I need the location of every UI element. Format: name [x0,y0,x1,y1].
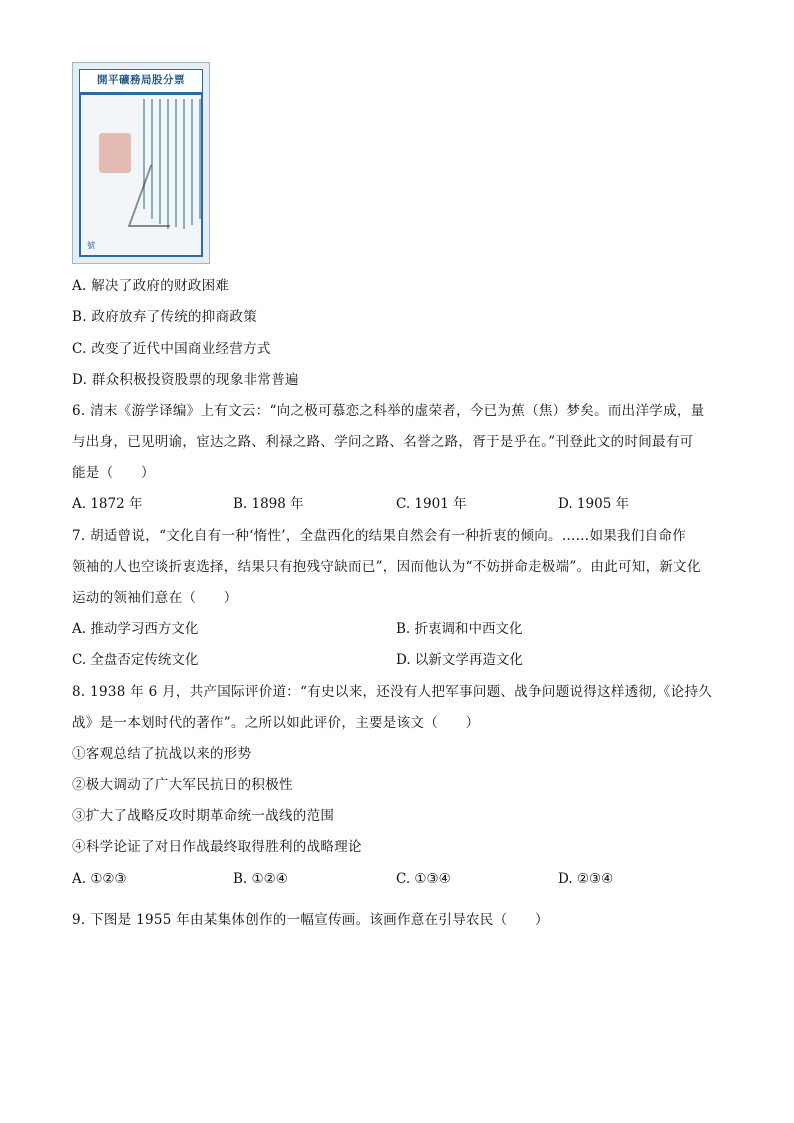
q7-option-c: C. 全盘否定传统文化 [72,652,199,668]
q6-text-line-1: 6. 清末《游学译编》上有文云：“向之极可慕恋之科举的虚荣者，今已为蕉（焦）梦矣。而出洋学成，量 [72,403,705,419]
q7-option-b: B. 折衷调和中西文化 [396,621,523,637]
certificate-frame [79,93,203,257]
q5-option-d: D. 群众积极投资股票的现象非常普遍 [72,372,299,388]
certificate-text-column [199,99,201,219]
q7-text-line-1: 7. 胡适曾说，“文化自有一种‘惰性’，全盘西化的结果自然会有一种折衷的倾向。……如果我们自命作 [72,528,687,544]
q7-text-line-3: 运动的领袖们意在（ ） [72,590,238,606]
q8-item-4: ④科学论证了对日作战最终取得胜利的战略理论 [72,839,362,855]
q8-text-line-2: 战》是一本划时代的著作”。之所以如此评价，主要是该文（ ） [72,715,480,731]
q8-item-3: ③扩大了战略反攻时期革命统一战线的范围 [72,808,335,824]
q5-option-a: A. 解决了政府的财政困难 [72,278,230,294]
q8-option-c: C. ①③④ [396,871,451,887]
certificate-title: 開平礦務局股分票 [79,69,203,93]
q6-text-line-3: 能是（ ） [72,465,155,481]
q6-option-a: A. 1872 年 [72,496,143,512]
q6-option-d: D. 1905 年 [558,496,630,512]
q6-text-line-2: 与出身，已见明谕，宦达之路、利禄之路、学问之路、名誉之路，胥于是乎在。”刊登此文的时间最有可 [72,434,694,450]
q5-option-b: B. 政府放弃了传统的抑商政策 [72,309,258,325]
q7-option-a: A. 推动学习西方文化 [72,621,199,637]
certificate-seal [99,133,131,173]
q7-option-d: D. 以新文学再造文化 [396,652,523,668]
q8-option-b: B. ①②④ [233,871,288,887]
q6-option-b: B. 1898 年 [233,496,304,512]
certificate-footer: 號 [87,241,95,250]
q5-option-c: C. 改变了近代中国商业经营方式 [72,341,271,357]
q8-option-a: A. ①②③ [72,871,127,887]
certificate-text-column [183,99,185,229]
share-certificate-image [72,62,210,264]
q8-item-1: ①客观总结了抗战以来的形势 [72,746,252,762]
q7-text-line-2: 领袖的人也空谈折衷选择，结果只有抱残守缺而已”，因而他认为“不妨拼命走极端”。由此可知，新文化 [72,559,701,575]
q8-text-line-1: 8. 1938 年 6 月，共产国际评价道：“有史以来，还没有人把军事问题、战争问题说得这样透彻,《论持久 [72,684,713,700]
certificate-text-column [191,99,193,225]
q8-option-d: D. ②③④ [558,871,614,887]
q8-item-2: ②极大调动了广大军民抗日的积极性 [72,777,293,793]
q9-text-line-1: 9. 下图是 1955 年由某集体创作的一幅宣传画。该画作意在引导农民（ ） [72,912,549,928]
q6-option-c: C. 1901 年 [396,496,467,512]
